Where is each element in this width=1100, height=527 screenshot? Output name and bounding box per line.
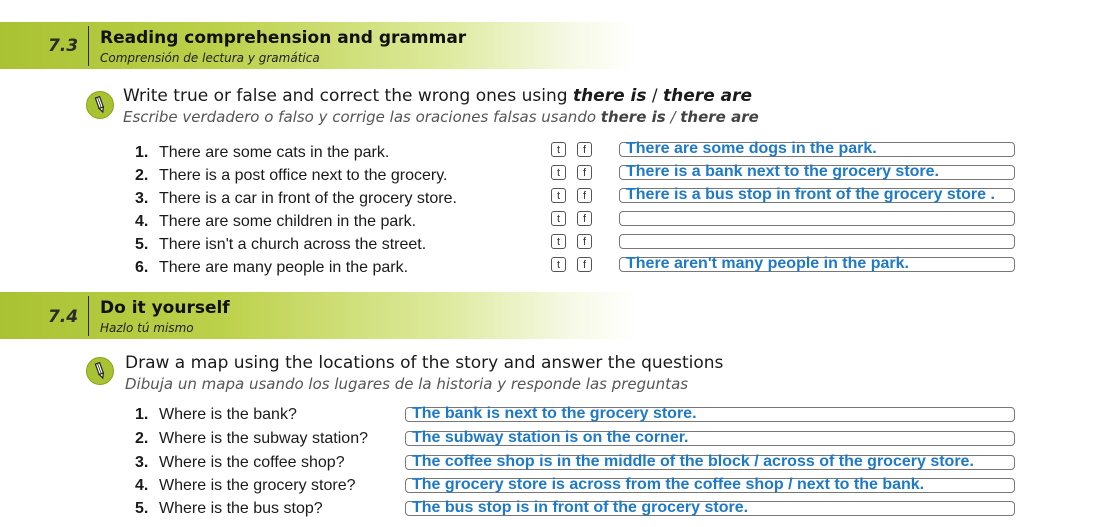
section-number: 7.4 — [47, 307, 79, 327]
section-divider — [88, 296, 89, 336]
answer-text: The grocery store is across from the coffee shop / next to the bank. — [412, 476, 925, 493]
true-checkbox[interactable]: t — [551, 188, 566, 203]
true-checkbox[interactable]: t — [551, 211, 566, 226]
item-number: 1. — [135, 406, 149, 423]
item-text: There are many people in the park. — [159, 259, 409, 276]
item-text: There are some children in the park. — [159, 213, 417, 230]
item-text: Where is the coffee shop? — [159, 454, 345, 471]
item-number: 2. — [135, 430, 149, 447]
item-number: 5. — [135, 236, 149, 253]
instruction-emphasis: there is — [600, 108, 666, 126]
instruction-text: Write true or false and correct the wrong ones using — [123, 86, 573, 106]
item-number: 5. — [135, 500, 149, 517]
answer-field[interactable] — [619, 142, 1015, 157]
pencil-icon — [86, 357, 114, 385]
section-number: 7.3 — [47, 36, 79, 56]
list-item — [135, 213, 416, 231]
item-text: There is a post office next to the grocery. — [159, 167, 448, 184]
answer-text: The bank is next to the grocery store. — [412, 405, 697, 422]
answer-text: The subway station is on the corner. — [412, 429, 689, 446]
pencil-icon — [86, 91, 114, 119]
answer-text: There is a bank next to the grocery store. — [626, 163, 939, 180]
section-title: Reading comprehension and grammar — [100, 28, 467, 48]
true-checkbox[interactable]: t — [551, 257, 566, 272]
list-item — [135, 454, 345, 472]
answer-text: The bus stop is in front of the grocery store. — [412, 499, 749, 516]
instruction-emphasis: there is — [572, 86, 647, 106]
item-text: Where is the subway station? — [159, 430, 368, 447]
instruction-english: Draw a map using the locations of the story and answer the questions — [125, 353, 724, 373]
instruction-text: Escribe verdadero o falso y corrige las oraciones falsas usando — [123, 108, 601, 126]
answer-field[interactable] — [405, 407, 1015, 422]
item-text: There isn't a church across the street. — [159, 236, 427, 253]
answer-field[interactable] — [619, 257, 1015, 272]
list-item — [135, 167, 447, 185]
item-text: Where is the bus stop? — [159, 500, 323, 517]
false-checkbox[interactable]: f — [577, 234, 592, 249]
list-item — [135, 236, 426, 254]
false-checkbox[interactable]: f — [577, 165, 592, 180]
answer-field[interactable] — [619, 234, 1015, 249]
item-text: There are some cats in the park. — [159, 144, 390, 161]
instruction-emphasis: there are — [663, 86, 753, 106]
list-item — [135, 500, 323, 518]
true-checkbox[interactable]: t — [551, 234, 566, 249]
true-checkbox[interactable]: t — [551, 142, 566, 157]
list-item — [135, 190, 457, 208]
item-text: There is a car in front of the grocery store. — [159, 190, 457, 207]
item-number: 2. — [135, 167, 149, 184]
item-number: 3. — [135, 190, 149, 207]
answer-text: There aren't many people in the park. — [626, 255, 909, 272]
false-checkbox[interactable]: f — [577, 257, 592, 272]
list-item — [135, 477, 356, 495]
instruction-emphasis: there are — [680, 108, 759, 126]
answer-field[interactable] — [619, 188, 1015, 203]
instruction-separator: / — [665, 108, 681, 126]
answer-field[interactable] — [619, 165, 1015, 180]
list-item — [135, 406, 297, 424]
answer-text: There is a bus stop in front of the grocery store . — [626, 186, 995, 203]
false-checkbox[interactable]: f — [577, 142, 592, 157]
list-item — [135, 430, 368, 448]
section-divider — [88, 26, 89, 66]
answer-field[interactable] — [619, 211, 1015, 226]
instruction-spanish: Dibuja un mapa usando los lugares de la historia y responde las preguntas — [125, 375, 689, 393]
section-subtitle: Comprensión de lectura y gramática — [100, 51, 320, 65]
list-item — [135, 144, 389, 162]
item-number: 4. — [135, 477, 149, 494]
instruction-spanish — [123, 108, 759, 126]
item-number: 1. — [135, 144, 149, 161]
section-subtitle: Hazlo tú mismo — [100, 321, 194, 335]
answer-field[interactable] — [405, 431, 1015, 446]
answer-field[interactable] — [405, 501, 1015, 516]
answer-field[interactable] — [405, 455, 1015, 470]
item-text: Where is the grocery store? — [159, 477, 356, 494]
answer-field[interactable] — [405, 478, 1015, 493]
false-checkbox[interactable]: f — [577, 188, 592, 203]
item-number: 3. — [135, 454, 149, 471]
instruction-separator: / — [646, 86, 664, 106]
item-number: 6. — [135, 259, 149, 276]
instruction-english — [123, 86, 752, 106]
item-text: Where is the bank? — [159, 406, 297, 423]
section-title: Do it yourself — [100, 298, 230, 318]
false-checkbox[interactable]: f — [577, 211, 592, 226]
answer-text: The coffee shop is in the middle of the block / across of the grocery store. — [412, 453, 974, 470]
true-checkbox[interactable]: t — [551, 165, 566, 180]
list-item — [135, 259, 408, 277]
item-number: 4. — [135, 213, 149, 230]
answer-text: There are some dogs in the park. — [626, 140, 877, 157]
